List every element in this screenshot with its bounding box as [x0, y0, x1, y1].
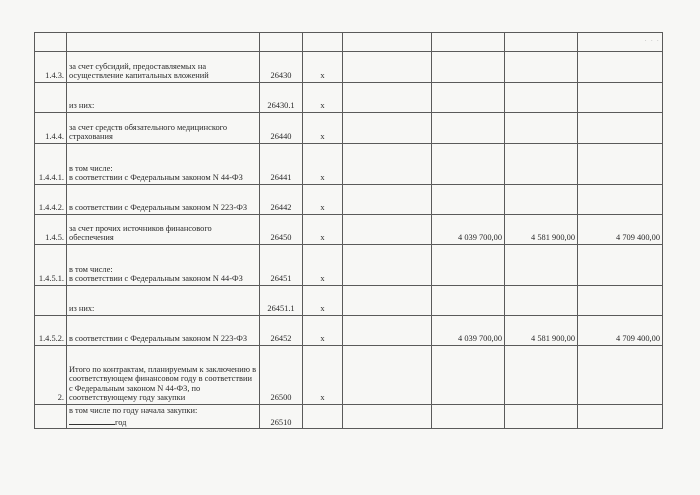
row-code: 26430.1 — [260, 83, 303, 113]
value-year-1 — [432, 144, 505, 185]
table-row — [35, 215, 663, 245]
table-row — [35, 83, 663, 113]
row-x-mark: x — [303, 83, 343, 113]
value-year-2 — [505, 33, 578, 52]
value-year-1: 4 039 700,00 — [432, 215, 505, 245]
row-description — [67, 33, 260, 52]
value-year-2 — [505, 144, 578, 185]
value-year-3 — [578, 346, 663, 405]
value-year-3 — [578, 113, 663, 144]
row-code: 26450 — [260, 215, 303, 245]
value-year-1: 4 039 700,00 — [432, 316, 505, 346]
table-row — [35, 52, 663, 83]
row-number: 1.4.5.2. — [35, 316, 67, 346]
value-year-3: 4 709 400,00 — [578, 215, 663, 245]
year-suffix: год — [115, 417, 127, 427]
value-year-3 — [578, 286, 663, 316]
empty-cell — [343, 144, 432, 185]
row-code: 26452 — [260, 316, 303, 346]
value-year-1 — [432, 346, 505, 405]
empty-cell — [343, 185, 432, 215]
value-year-2 — [505, 346, 578, 405]
table-row — [35, 286, 663, 316]
empty-cell — [343, 286, 432, 316]
table-row — [35, 245, 663, 286]
value-year-3 — [578, 185, 663, 215]
empty-cell — [343, 113, 432, 144]
row-x-mark: x — [303, 215, 343, 245]
value-year-1 — [432, 286, 505, 316]
value-year-2 — [505, 185, 578, 215]
row-number: 1.4.4. — [35, 113, 67, 144]
table-row — [35, 346, 663, 405]
value-year-2: 4 581 900,00 — [505, 316, 578, 346]
row-description: за счет субсидий, предоставляемых на осуществление капитальных вложений — [67, 52, 260, 83]
table-row — [35, 144, 663, 185]
row-description: Итого по контрактам, планируемым к заключению в соответствующем финансовом году в соответствии с Федеральным законом N 44-ФЗ, по соответствующему году закупки — [67, 346, 260, 405]
table-row — [35, 33, 663, 52]
row-number — [35, 33, 67, 52]
empty-cell — [343, 316, 432, 346]
row-code: 26430 — [260, 52, 303, 83]
row-x-mark: x — [303, 144, 343, 185]
empty-cell — [343, 215, 432, 245]
value-year-1 — [432, 33, 505, 52]
row-number — [35, 405, 67, 429]
value-year-1 — [432, 113, 505, 144]
value-year-3 — [578, 52, 663, 83]
row-description: за счет прочих источников финансового обеспечения — [67, 215, 260, 245]
table-row — [35, 405, 663, 429]
row-description: в том числе: в соответствии с Федеральным законом N 44-ФЗ — [67, 144, 260, 185]
table-row — [35, 113, 663, 144]
year-blank-line — [69, 416, 115, 425]
row-code: 26451 — [260, 245, 303, 286]
row-code: 26440 — [260, 113, 303, 144]
value-year-2 — [505, 52, 578, 83]
row-code: 26500 — [260, 346, 303, 405]
value-year-2 — [505, 245, 578, 286]
empty-cell — [343, 405, 432, 429]
value-year-1 — [432, 52, 505, 83]
row-x-mark — [303, 405, 343, 429]
empty-cell — [343, 33, 432, 52]
row-number: 1.4.5.1. — [35, 245, 67, 286]
row-x-mark: x — [303, 245, 343, 286]
row-x-mark: x — [303, 113, 343, 144]
value-year-1 — [432, 245, 505, 286]
value-year-1 — [432, 83, 505, 113]
empty-cell — [343, 245, 432, 286]
row-x-mark: x — [303, 286, 343, 316]
row-number — [35, 83, 67, 113]
row-code: 26451.1 — [260, 286, 303, 316]
value-year-3 — [578, 83, 663, 113]
row-number — [35, 286, 67, 316]
row-x-mark: x — [303, 346, 343, 405]
row-description: из них: — [67, 83, 260, 113]
row-number: 1.4.5. — [35, 215, 67, 245]
row-description: в соответствии с Федеральным законом N 223-ФЗ — [67, 316, 260, 346]
table-row — [35, 316, 663, 346]
row-number: 1.4.4.2. — [35, 185, 67, 215]
empty-cell — [343, 346, 432, 405]
row-x-mark — [303, 33, 343, 52]
row-number: 2. — [35, 346, 67, 405]
value-year-3: 4 709 400,00 — [578, 316, 663, 346]
value-year-1 — [432, 185, 505, 215]
value-year-3 — [578, 405, 663, 429]
value-year-2 — [505, 113, 578, 144]
plan-table — [34, 32, 663, 429]
value-year-3 — [578, 33, 663, 52]
row-description: за счет средств обязательного медицинского страхования — [67, 113, 260, 144]
value-year-2 — [505, 405, 578, 429]
row-number: 1.4.4.1. — [35, 144, 67, 185]
empty-cell — [343, 83, 432, 113]
value-year-2 — [505, 286, 578, 316]
value-year-1 — [432, 405, 505, 429]
row-description: в том числе: в соответствии с Федеральным законом N 44-ФЗ — [67, 245, 260, 286]
row-x-mark: x — [303, 52, 343, 83]
row-code: 26510 — [260, 405, 303, 429]
row-code: 26441 — [260, 144, 303, 185]
value-year-2: 4 581 900,00 — [505, 215, 578, 245]
row-code: 26442 — [260, 185, 303, 215]
scan-corner-mark: · · · — [644, 37, 660, 45]
empty-cell — [343, 52, 432, 83]
row-number: 1.4.3. — [35, 52, 67, 83]
row-code — [260, 33, 303, 52]
row-x-mark: x — [303, 316, 343, 346]
value-year-3 — [578, 245, 663, 286]
row-description: в соответствии с Федеральным законом N 223-ФЗ — [67, 185, 260, 215]
value-year-2 — [505, 83, 578, 113]
row-description: из них: — [67, 286, 260, 316]
row-description: в том числе по году начала закупки: год — [67, 405, 260, 429]
table-row — [35, 185, 663, 215]
row-x-mark: x — [303, 185, 343, 215]
value-year-3 — [578, 144, 663, 185]
